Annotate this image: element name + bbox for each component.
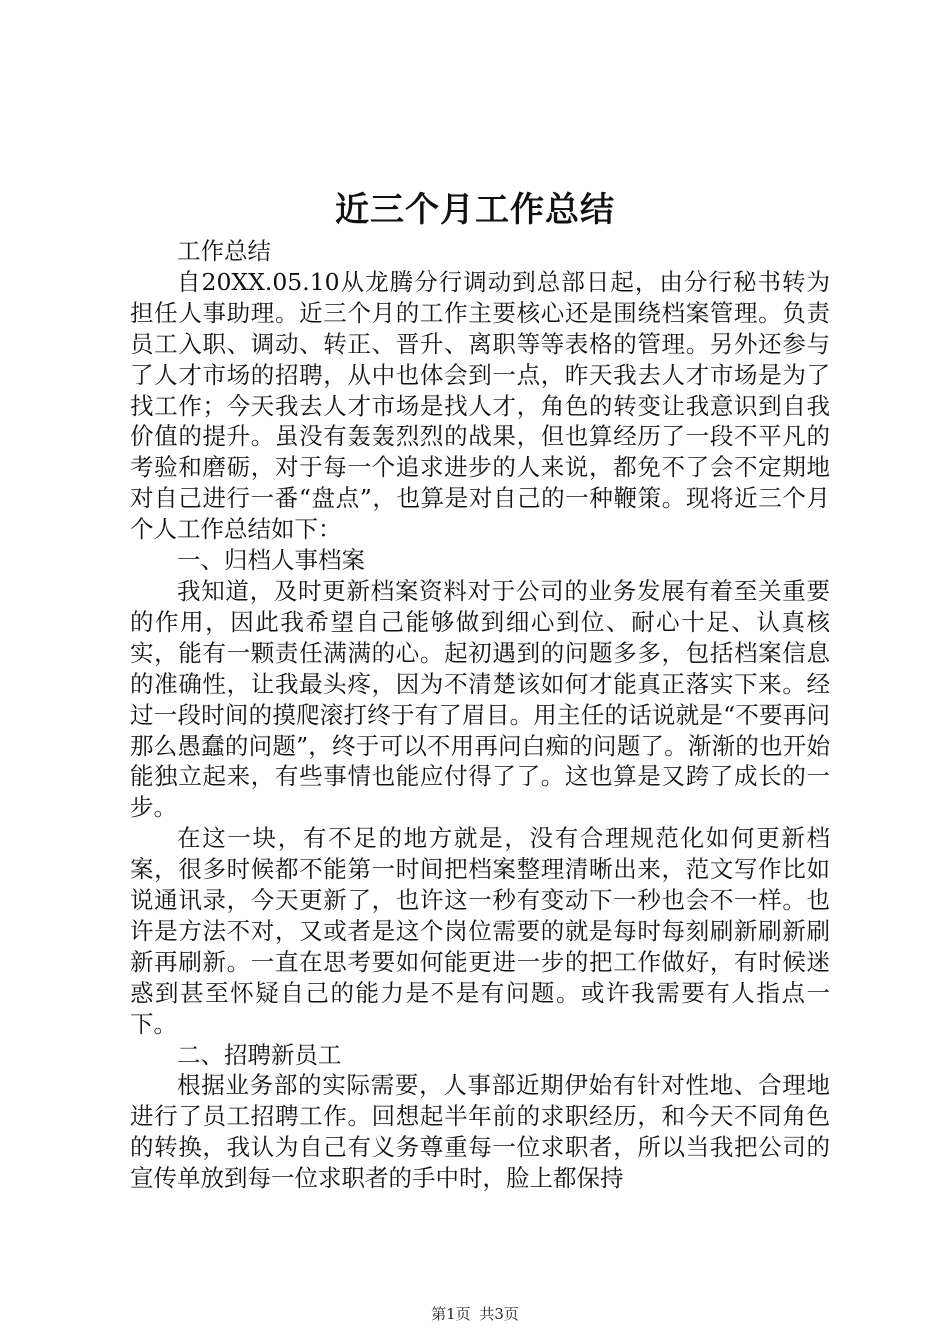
page-total: 共3页	[479, 1305, 519, 1323]
section-heading-archive: 一、归档人事档案	[177, 546, 365, 575]
document-body	[130, 236, 830, 1194]
document-title: 近三个月工作总结	[335, 190, 615, 230]
section-heading-recruit: 二、招聘新员工	[177, 1040, 342, 1069]
paragraph-recruit: 根据业务部的实际需要，人事部近期伊始有针对性地、合理地进行了员工招聘工作。回想起半年前的求职经历，和今天不同角色的转换，我认为自己有义务尊重每一位求职者，所以当我把公司的宣传单放到每一位求职者的手中时，脸上都保持	[130, 1071, 830, 1193]
page-number: 第1页	[431, 1305, 471, 1323]
paragraph-archive-shortcomings: 在这一块，有不足的地方就是，没有合理规范化如何更新档案，很多时候都不能第一时间把档案整理清晰出来，范文写作比如说通讯录，今天更新了，也许这一秒有变动下一秒也会不一样。也许是方法不对，又或者是这个岗位需要的就是每时每刻刷新刷新刷新再刷新。一直在思考要如何能更进一步的把工作做好，有时候迷惑到甚至怀疑自己的能力是不是有问题。或许我需要有人指点一下。	[130, 824, 830, 1038]
paragraph-heading: 工作总结	[177, 237, 271, 265]
paragraph-archive: 我知道，及时更新档案资料对于公司的业务发展有着至关重要的作用，因此我希望自己能够做到细心到位、耐心十足、认真核实，能有一颗责任满满的心。起初遇到的问题多多，包括档案信息的准确性，让我最头疼，因为不清楚该如何才能真正落实下来。经过一段时间的摸爬滚打终于有了眉目。用主任的话说就是“不要再问那么愚蠢的问题”，终于可以不用再问白痴的问题了。渐渐的也开始能独立起来，有些事情也能应付得了了。这也算是又跨了成长的一步。	[130, 576, 830, 822]
page-footer	[0, 1303, 950, 1324]
paragraph-intro: 自20XX.05.10从龙腾分行调动到总部日起，由分行秘书转为担任人事助理。近三个月的工作主要核心还是围绕档案管理。负责员工入职、调动、转正、晋升、离职等等表格的管理。另外还参与了人才市场的招聘，从中也体会到一点，昨天我去人才市场是为了找工作；今天我去人才市场是找人才，角色的转变让我意识到自我价值的提升。虽没有轰轰烈烈的战果，但也算经历了一段不平凡的考验和磨砺，对于每一个追求进步的人来说，都免不了会不定期地对自己进行一番“盘点”，也算是对自己的一种鞭策。现将近三个月个人工作总结如下：	[130, 267, 830, 544]
